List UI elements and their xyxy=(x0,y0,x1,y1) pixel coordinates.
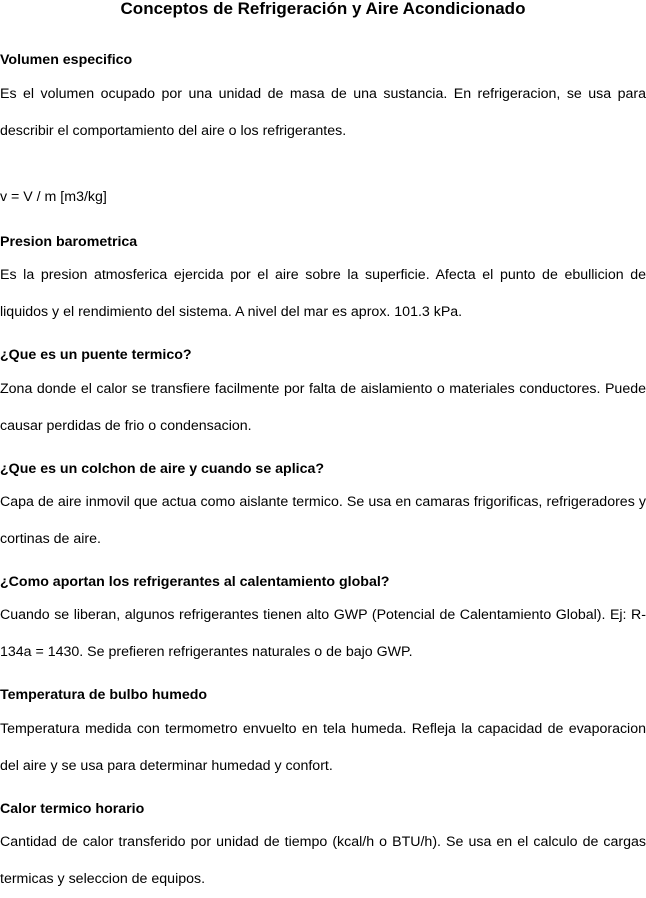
section-heading-refrigerantes-calentamiento: ¿Como aportan los refrigerantes al calentamiento global? xyxy=(0,574,390,590)
section-text-refrigerantes-calentamiento: Cuando se liberan, algunos refrigerantes tienen alto GWP (Potencial de Calentamiento Global). Ej: R-134a = 1430. Se prefieren refrigerantes naturales o de bajo GWP. xyxy=(0,607,646,660)
section-heading-puente-termico: ¿Que es un puente termico? xyxy=(0,347,192,363)
section-text-colchon-de-aire: Capa de aire inmovil que actua como aislante termico. Se usa en camaras frigorificas, refrigeradores y cortinas de aire. xyxy=(0,494,646,547)
section-text-presion-barometrica: Es la presion atmosferica ejercida por el aire sobre la superficie. Afecta el punto de ebullicion de liquidos y el rendimiento del sistema. A nivel del mar es aprox. 101.3 kPa. xyxy=(0,267,646,320)
formula-volumen-especifico: v = V / m [m3/kg] xyxy=(0,189,107,205)
section-text-calor-termico-horario: Cantidad de calor transferido por unidad de tiempo (kcal/h o BTU/h). Se usa en el calculo de cargas termicas y seleccion de equipos. xyxy=(0,834,646,887)
section-heading-volumen-especifico: Volumen especifico xyxy=(0,52,133,68)
section-heading-presion-barometrica: Presion barometrica xyxy=(0,234,138,250)
section-heading-bulbo-humedo: Temperatura de bulbo humedo xyxy=(0,687,208,703)
section-text-puente-termico: Zona donde el calor se transfiere facilmente por falta de aislamiento o materiales conductores. Puede causar perdidas de frio o condensacion. xyxy=(0,381,646,434)
document-title: Conceptos de Refrigeración y Aire Acondicionado xyxy=(120,0,526,18)
section-text-volumen-especifico: Es el volumen ocupado por una unidad de masa de una sustancia. En refrigeracion, se usa para describir el comportamiento del aire o los refrigerantes. xyxy=(0,86,646,139)
section-text-bulbo-humedo: Temperatura medida con termometro envuelto en tela humeda. Refleja la capacidad de evaporacion del aire y se usa para determinar humedad y confort. xyxy=(0,721,646,774)
section-heading-calor-termico-horario: Calor termico horario xyxy=(0,801,145,817)
section-heading-colchon-de-aire: ¿Que es un colchon de aire y cuando se aplica? xyxy=(0,461,325,477)
